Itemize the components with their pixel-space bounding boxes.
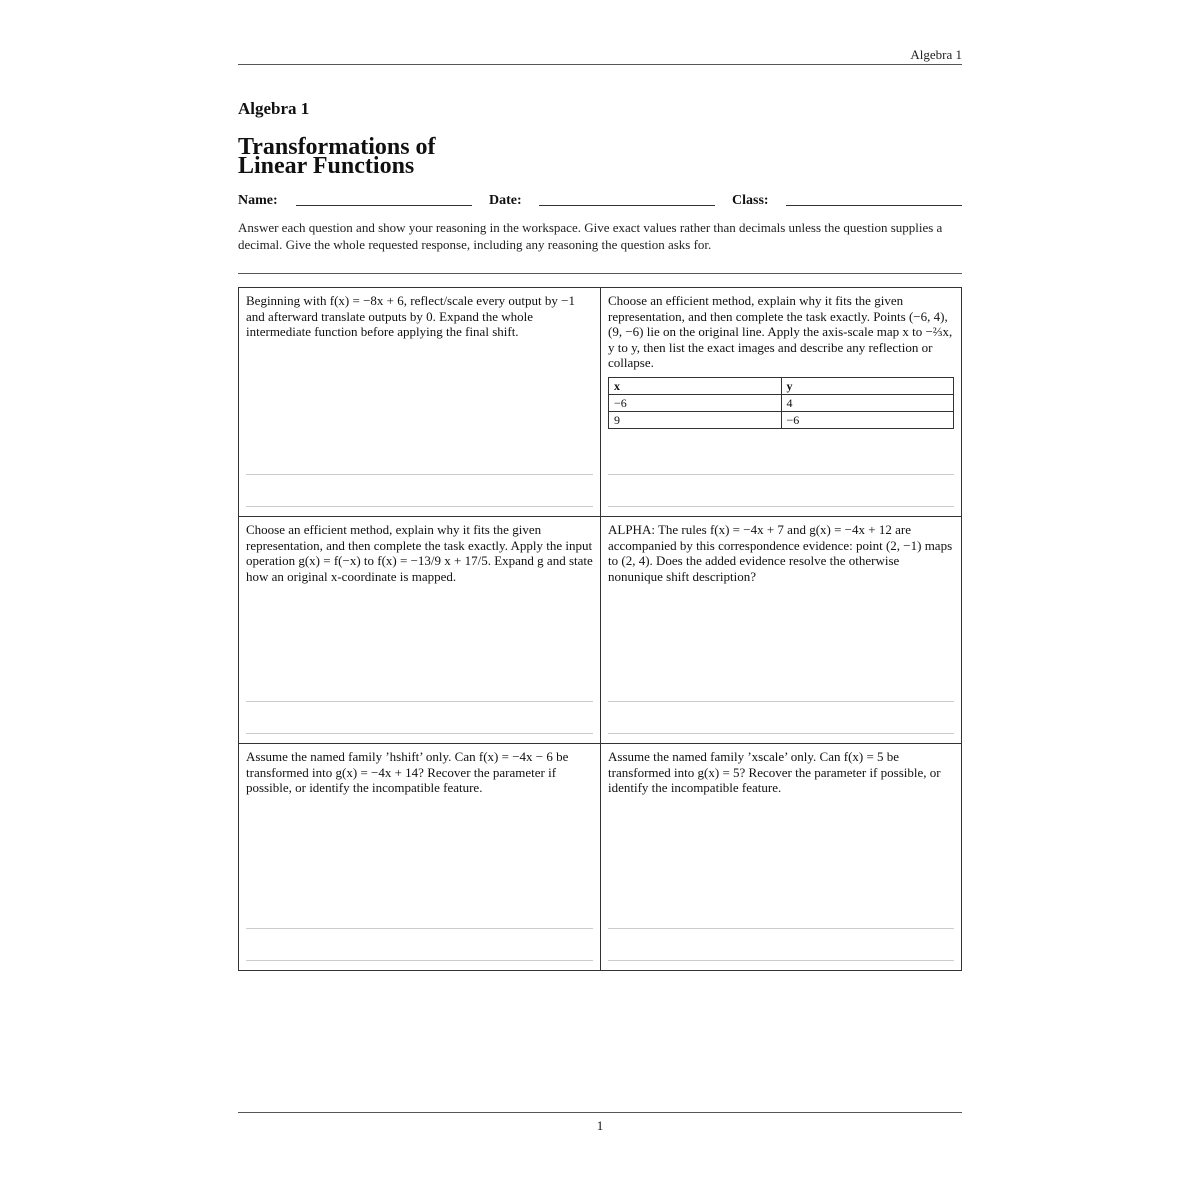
question-text-2: Choose an efficient method, explain why it fits the given representation, and then complete the task exactly. Points (−6, 4), (9, −6) lie on the original line. Apply the axis-scale map x to −⅔x, y to y, then list the exact images and describe any reflection or collapse. [608,293,953,370]
table-header-y: y [781,377,954,394]
table-cell: 4 [781,394,954,411]
running-header: Algebra 1 [910,47,962,62]
worksheet-title [238,134,436,179]
date-line[interactable] [539,205,715,206]
instructions: Answer each question and show your reasoning in the workspace. Give exact values rather than decimals unless the question supplies a decimal. Give the whole requested response, including any reasoning the question asks for. [238,220,943,252]
answer-line[interactable] [246,474,593,475]
answer-line[interactable] [608,733,954,734]
question-cell-5 [239,744,601,970]
name-label: Name: [238,193,278,208]
class-line[interactable] [786,205,962,206]
footer-rule [238,1112,962,1113]
table-header-row [609,377,954,394]
answer-line[interactable] [608,928,954,929]
answer-line[interactable] [608,506,954,507]
question-text-3: Choose an efficient method, explain why it fits the given representation, and then complete the task exactly. Apply the input operation g(x) = f(−x) to f(x) = −13/9 x + 17/5. Expand g and state how an original x-coordinate is mapped. [246,522,593,584]
table-row [609,394,954,411]
answer-line[interactable] [608,701,954,702]
answer-line[interactable] [608,960,954,961]
section-rule [238,273,962,274]
answer-line[interactable] [246,928,593,929]
question-text-6: Assume the named family ’xscale’ only. Can f(x) = 5 be transformed into g(x) = 5? Recover the parameter if possible, or identify the incompatible feature. [608,749,941,795]
question-text-4: ALPHA: The rules f(x) = −4x + 7 and g(x) = −4x + 12 are accompanied by this correspondence evidence: point (2, −1) maps to (2, 4). Does the added evidence resolve the otherwise nonunique shift description? [608,522,953,584]
question-cell-2 [601,288,961,517]
question-cell-4 [601,517,961,744]
answer-line[interactable] [246,506,593,507]
class-label: Class: [732,193,769,208]
worksheet-page [238,0,962,1200]
course-heading: Algebra 1 [238,99,310,118]
question-cell-6 [601,744,961,970]
answer-line[interactable] [246,701,593,702]
date-label: Date: [489,193,522,208]
title-line-1: Transformations of [238,134,436,160]
student-fields [238,193,962,213]
table-cell: −6 [781,411,954,428]
question-cell-1 [239,288,601,517]
table-cell: 9 [609,411,782,428]
table-row [609,411,954,428]
page-number: 1 [596,1118,604,1133]
answer-line[interactable] [246,960,593,961]
title-line-2: Linear Functions [238,153,415,179]
question-text-1: Beginning with f(x) = −8x + 6, reflect/scale every output by −1 and afterward translate outputs by 0. Expand the whole intermediate function before applying the final shift. [246,293,575,339]
question-cell-3 [239,517,601,744]
table-cell: −6 [609,394,782,411]
header-rule [238,64,962,65]
name-line[interactable] [296,205,472,206]
points-table [608,377,954,429]
table-header-x: x [609,377,782,394]
question-grid [238,287,962,971]
answer-line[interactable] [608,474,954,475]
question-text-5: Assume the named family ’hshift’ only. Can f(x) = −4x − 6 be transformed into g(x) = −4x + 14? Recover the parameter if possible, or identify the incompatible feature. [246,749,569,795]
answer-line[interactable] [246,733,593,734]
